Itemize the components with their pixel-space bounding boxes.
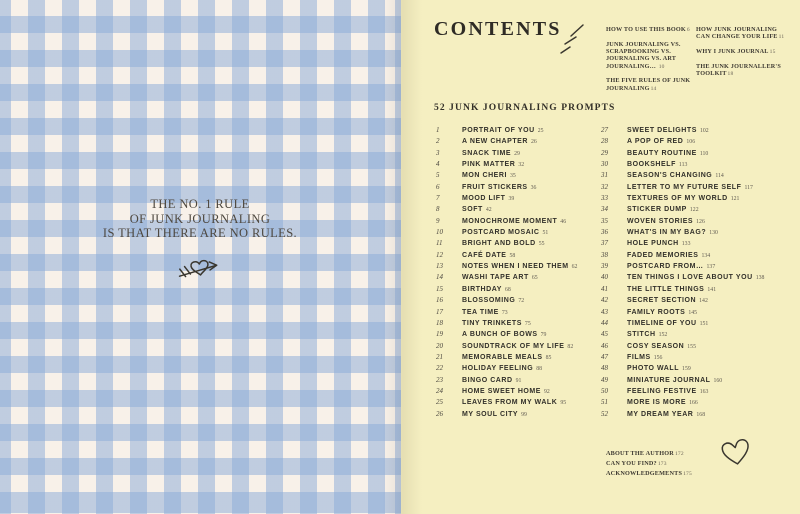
- back-matter: [606, 449, 692, 480]
- prompt-page: 58: [509, 252, 516, 259]
- front-matter-label: HOW JUNK JOURNALING CAN CHANGE YOUR LIFE: [696, 26, 778, 41]
- prompt-row: [436, 205, 598, 216]
- prompt-row: [436, 228, 598, 239]
- prompt-title: TIMELINE OF YOU: [627, 319, 697, 327]
- prompt-title: PORTRAIT OF YOU: [462, 127, 535, 134]
- prompt-page: 32: [518, 162, 525, 169]
- prompt-title: WASHI TAPE ART: [462, 274, 529, 282]
- prompt-row: [601, 126, 797, 137]
- prompt-row: [436, 262, 598, 273]
- prompts-column-left: [436, 126, 598, 421]
- prompt-row: [601, 137, 797, 148]
- rule-quote-line: IS THAT THERE ARE NO RULES.: [102, 226, 298, 240]
- prompt-title: SECRET SECTION: [627, 297, 697, 305]
- prompt-page: 126: [696, 218, 705, 225]
- prompt-page: 62: [571, 264, 578, 271]
- prompt-row: [601, 342, 797, 353]
- prompt-row: [436, 296, 598, 307]
- prompt-title: MEMORABLE MEALS: [462, 353, 543, 361]
- prompt-number: 48: [601, 364, 608, 373]
- prompt-number: 35: [601, 216, 608, 225]
- prompt-page: 117: [744, 184, 753, 191]
- rule-quote-line: THE NO. 1 RULE: [150, 197, 250, 211]
- prompt-number: 10: [436, 228, 443, 237]
- prompt-number: 15: [436, 284, 443, 293]
- prompt-row: [601, 262, 797, 273]
- prompt-row: [601, 285, 797, 296]
- prompt-page: 133: [681, 241, 691, 248]
- prompt-row: [601, 217, 797, 228]
- front-matter-label: HOW TO USE THIS BOOK: [606, 26, 686, 33]
- prompt-title: A NEW CHAPTER: [462, 138, 529, 146]
- prompt-page: 95: [560, 400, 567, 407]
- front-matter-col2: [696, 26, 792, 85]
- front-matter-label: THE FIVE RULES OF JUNK JOURNALING: [606, 77, 691, 92]
- prompt-row: [436, 251, 598, 262]
- prompt-number: 20: [436, 341, 443, 350]
- prompt-page: 72: [518, 298, 525, 305]
- prompt-row: [436, 342, 598, 353]
- prompt-title: BLOSSOMING: [462, 297, 516, 305]
- prompt-number: 5: [436, 171, 440, 180]
- prompt-title: MOOD LIFT: [462, 195, 506, 203]
- prompt-row: [601, 319, 797, 330]
- prompt-title: CAFÉ DATE: [462, 251, 507, 259]
- front-matter-entry: [696, 48, 792, 56]
- front-matter-page: 10: [658, 63, 665, 70]
- back-matter-label: ABOUT THE AUTHOR: [606, 450, 674, 457]
- front-matter-page: 14: [650, 85, 657, 92]
- prompt-number: 43: [601, 307, 608, 316]
- contents-title: CONTENTS: [434, 18, 562, 40]
- prompt-title: BEAUTY ROUTINE: [627, 149, 697, 157]
- prompt-number: 8: [436, 205, 440, 214]
- prompt-row: [436, 137, 598, 148]
- prompt-number: 28: [601, 137, 608, 146]
- prompt-page: 42: [485, 207, 492, 214]
- prompt-row: [601, 183, 797, 194]
- front-matter-page: 11: [778, 34, 785, 41]
- front-matter-label: JUNK JOURNALING VS. SCRAPBOOKING VS. JOURNALING VS. ART JOURNALING…: [606, 40, 681, 70]
- prompt-title: HOME SWEET HOME: [462, 387, 542, 395]
- prompt-number: 52: [601, 409, 608, 418]
- back-matter-entry: [606, 449, 692, 459]
- prompt-number: 27: [601, 126, 608, 134]
- back-matter-label: CAN YOU FIND?: [606, 460, 657, 468]
- prompt-title: SWEET DELIGHTS: [627, 127, 697, 134]
- prompt-number: 32: [601, 182, 608, 191]
- prompt-page: 130: [709, 230, 718, 237]
- prompt-page: 26: [531, 139, 537, 146]
- prompt-row: [436, 126, 598, 137]
- prompt-title: SOUNDTRACK OF MY LIFE: [462, 342, 565, 350]
- prompt-page: 151: [699, 320, 709, 327]
- prompt-page: 29: [514, 150, 520, 157]
- prompt-title: FILMS: [627, 353, 651, 361]
- prompt-page: 102: [699, 128, 709, 134]
- prompt-title: TINY TRINKETS: [462, 319, 522, 327]
- prompt-title: TEA TIME: [462, 308, 499, 316]
- back-matter-page: 173: [657, 461, 667, 468]
- prompt-page: 75: [524, 320, 531, 327]
- prompt-number: 37: [601, 239, 608, 248]
- prompt-title: MY DREAM YEAR: [627, 410, 694, 418]
- prompt-page: 114: [715, 173, 724, 180]
- prompt-number: 34: [601, 205, 608, 214]
- prompt-title: HOLE PUNCH: [627, 240, 679, 248]
- prompt-row: [436, 387, 598, 398]
- prompt-title: STICKER DUMP: [627, 206, 687, 214]
- prompt-number: 7: [436, 194, 440, 203]
- prompt-page: 106: [686, 139, 696, 146]
- prompt-number: 1: [436, 126, 440, 134]
- prompt-number: 41: [601, 284, 608, 293]
- prompt-number: 42: [601, 296, 608, 305]
- prompt-title: BRIGHT AND BOLD: [462, 240, 536, 248]
- prompt-row: [601, 273, 797, 284]
- prompt-page: 25: [537, 128, 544, 134]
- prompt-row: [436, 330, 598, 341]
- prompt-title: SOFT: [462, 206, 483, 214]
- prompt-title: STITCH: [627, 331, 656, 339]
- prompt-title: NOTES WHEN I NEED THEM: [462, 263, 569, 271]
- prompt-row: [436, 410, 598, 421]
- prompt-row: [601, 251, 797, 262]
- prompt-page: 68: [504, 286, 511, 293]
- prompt-page: 46: [560, 218, 567, 225]
- front-matter-page: 15: [769, 49, 776, 56]
- prompt-number: 24: [436, 386, 443, 395]
- prompt-row: [436, 183, 598, 194]
- prompt-row: [601, 205, 797, 216]
- prompt-title: THE LITTLE THINGS: [627, 285, 705, 293]
- prompt-page: 145: [688, 309, 698, 316]
- prompt-title: FAMILY ROOTS: [627, 308, 686, 316]
- prompt-page: 39: [508, 196, 515, 203]
- prompt-page: 35: [510, 173, 516, 180]
- prompt-row: [601, 398, 797, 409]
- emphasis-dashes-icon: [553, 22, 587, 56]
- prompt-page: 36: [530, 184, 537, 191]
- prompt-number: 6: [436, 182, 440, 191]
- front-matter-label: WHY I JUNK JOURNAL: [696, 48, 769, 56]
- prompt-row: [436, 239, 598, 250]
- prompt-page: 73: [501, 309, 508, 316]
- prompt-number: 50: [601, 386, 608, 395]
- prompt-number: 17: [436, 307, 443, 316]
- front-matter-page: 18: [727, 71, 734, 78]
- prompt-row: [436, 364, 598, 375]
- prompt-title: FADED MEMORIES: [627, 251, 699, 259]
- prompt-title: LEAVES FROM MY WALK: [462, 399, 558, 407]
- prompt-number: 38: [601, 250, 608, 259]
- prompt-title: LETTER TO MY FUTURE SELF: [627, 183, 742, 191]
- front-matter-entry: [696, 63, 792, 79]
- prompt-title: BINGO CARD: [462, 376, 513, 384]
- prompt-number: 33: [601, 194, 608, 203]
- prompt-row: [601, 239, 797, 250]
- prompt-title: HOLIDAY FEELING: [462, 365, 534, 373]
- prompt-row: [601, 308, 797, 319]
- prompt-number: 3: [436, 148, 440, 157]
- prompts-section-heading: 52 JUNK JOURNALING PROMPTS: [434, 103, 616, 113]
- prompt-row: [601, 353, 797, 364]
- back-matter-entry: [606, 469, 692, 479]
- prompt-row: [601, 171, 797, 182]
- prompt-number: 12: [436, 250, 443, 259]
- prompt-title: SNACK TIME: [462, 149, 512, 157]
- prompt-title: COSY SEASON: [627, 342, 685, 350]
- prompt-page: 79: [540, 332, 547, 339]
- prompt-page: 92: [544, 388, 550, 395]
- prompt-page: 163: [699, 388, 709, 395]
- prompt-title: FEELING FESTIVE: [627, 387, 697, 395]
- prompt-number: 44: [601, 318, 608, 327]
- prompt-row: [436, 319, 598, 330]
- prompt-number: 16: [436, 296, 443, 305]
- prompt-number: 36: [601, 228, 608, 237]
- prompt-page: 168: [696, 411, 706, 418]
- back-matter-entry: [606, 459, 692, 469]
- prompt-page: 55: [538, 241, 545, 248]
- prompt-page: 137: [706, 264, 716, 271]
- prompt-title: WOVEN STORIES: [627, 217, 694, 225]
- prompt-page: 141: [707, 286, 717, 293]
- prompt-row: [436, 308, 598, 319]
- rule-quote: [60, 197, 340, 241]
- front-matter-col1: [606, 26, 694, 100]
- right-page-contents: [401, 0, 800, 514]
- prompt-title: PHOTO WALL: [627, 365, 680, 373]
- prompt-title: FRUIT STICKERS: [462, 183, 528, 191]
- prompt-number: 14: [436, 273, 443, 282]
- front-matter-entry: [696, 26, 792, 42]
- prompt-row: [601, 364, 797, 375]
- prompt-page: 113: [678, 162, 688, 169]
- prompt-number: 25: [436, 398, 443, 407]
- prompt-title: TEN THINGS I LOVE ABOUT YOU: [627, 274, 753, 282]
- prompt-row: [601, 410, 797, 421]
- prompt-number: 4: [436, 160, 440, 169]
- prompt-row: [436, 285, 598, 296]
- prompt-title: PINK MATTER: [462, 161, 516, 169]
- prompt-page: 110: [699, 150, 709, 157]
- prompt-number: 9: [436, 216, 440, 225]
- prompt-page: 152: [658, 332, 668, 339]
- prompt-page: 160: [713, 377, 723, 384]
- prompt-title: MY SOUL CITY: [462, 410, 519, 418]
- prompt-number: 2: [436, 137, 440, 146]
- prompt-title: POSTCARD FROM…: [627, 263, 704, 271]
- prompt-page: 155: [687, 343, 696, 350]
- prompt-row: [436, 217, 598, 228]
- prompt-number: 45: [601, 330, 608, 339]
- prompt-page: 82: [567, 343, 574, 350]
- prompt-row: [436, 376, 598, 387]
- prompt-page: 51: [542, 230, 549, 237]
- prompt-title: POSTCARD MOSAIC: [462, 229, 540, 237]
- prompts-column-right: [601, 126, 797, 421]
- prompt-row: [601, 330, 797, 341]
- prompt-title: SEASON'S CHANGING: [627, 172, 713, 180]
- prompt-row: [601, 194, 797, 205]
- prompt-number: 19: [436, 330, 443, 339]
- prompt-page: 88: [536, 366, 543, 373]
- prompt-page: 142: [699, 298, 708, 305]
- prompt-number: 21: [436, 352, 443, 361]
- prompt-title: TEXTURES OF MY WORLD: [627, 195, 728, 203]
- prompt-page: 134: [701, 252, 711, 259]
- prompt-number: 26: [436, 409, 443, 418]
- prompt-number: 22: [436, 364, 443, 373]
- heart-outline-icon: [717, 436, 755, 470]
- prompt-page: 91: [515, 377, 522, 384]
- front-matter-page: 6: [686, 27, 690, 33]
- prompt-row: [436, 160, 598, 171]
- prompt-page: 166: [689, 400, 698, 407]
- prompt-row: [601, 296, 797, 307]
- back-matter-label: ACKNOWLEDGEMENTS: [606, 470, 683, 478]
- prompt-title: A POP OF RED: [627, 138, 684, 146]
- prompt-title: BIRTHDAY: [462, 285, 502, 293]
- prompt-page: 122: [689, 207, 699, 214]
- prompt-row: [436, 353, 598, 364]
- back-matter-page: 175: [683, 471, 692, 478]
- prompt-page: 99: [521, 411, 527, 418]
- prompt-row: [436, 194, 598, 205]
- prompt-row: [436, 171, 598, 182]
- prompt-title: MINIATURE JOURNAL: [627, 376, 711, 384]
- prompt-row: [436, 149, 598, 160]
- prompt-page: 138: [755, 275, 765, 282]
- prompt-title: A BUNCH OF BOWS: [462, 331, 538, 339]
- prompt-number: 29: [601, 148, 608, 157]
- prompt-number: 46: [601, 341, 608, 350]
- back-matter-page: 172: [674, 451, 684, 457]
- prompt-title: WHAT'S IN MY BAG?: [627, 229, 707, 237]
- prompt-row: [601, 228, 797, 239]
- prompt-title: BOOKSHELF: [627, 161, 676, 169]
- prompt-number: 18: [436, 318, 443, 327]
- prompt-number: 49: [601, 375, 608, 384]
- prompt-page: 65: [531, 275, 538, 282]
- prompt-row: [601, 160, 797, 171]
- prompt-number: 30: [601, 160, 608, 169]
- front-matter-entry: [606, 41, 694, 71]
- rule-quote-line: OF JUNK JOURNALING: [129, 211, 271, 226]
- prompt-number: 13: [436, 262, 443, 271]
- prompt-number: 11: [436, 239, 443, 248]
- front-matter-entry: [606, 77, 694, 93]
- prompt-page: 156: [653, 354, 663, 361]
- prompt-number: 23: [436, 375, 443, 384]
- prompt-title: MORE IS MORE: [627, 399, 687, 407]
- prompt-number: 40: [601, 273, 608, 282]
- prompt-number: 39: [601, 262, 608, 271]
- prompt-title: MONOCHROME MOMENT: [462, 217, 558, 225]
- prompt-number: 51: [601, 398, 608, 407]
- prompt-page: 159: [682, 366, 691, 373]
- prompt-row: [601, 376, 797, 387]
- prompt-row: [436, 273, 598, 284]
- prompt-number: 47: [601, 352, 608, 361]
- prompt-row: [436, 398, 598, 409]
- prompt-title: MON CHERI: [462, 172, 508, 180]
- prompt-page: 85: [545, 354, 552, 361]
- front-matter-label: THE JUNK JOURNALLER'S TOOLKIT: [696, 62, 781, 78]
- prompt-row: [601, 387, 797, 398]
- front-matter-entry: [606, 26, 694, 34]
- arrow-through-heart-icon: [175, 253, 226, 288]
- prompt-number: 31: [601, 171, 608, 180]
- prompt-page: 121: [730, 196, 740, 203]
- prompt-row: [601, 149, 797, 160]
